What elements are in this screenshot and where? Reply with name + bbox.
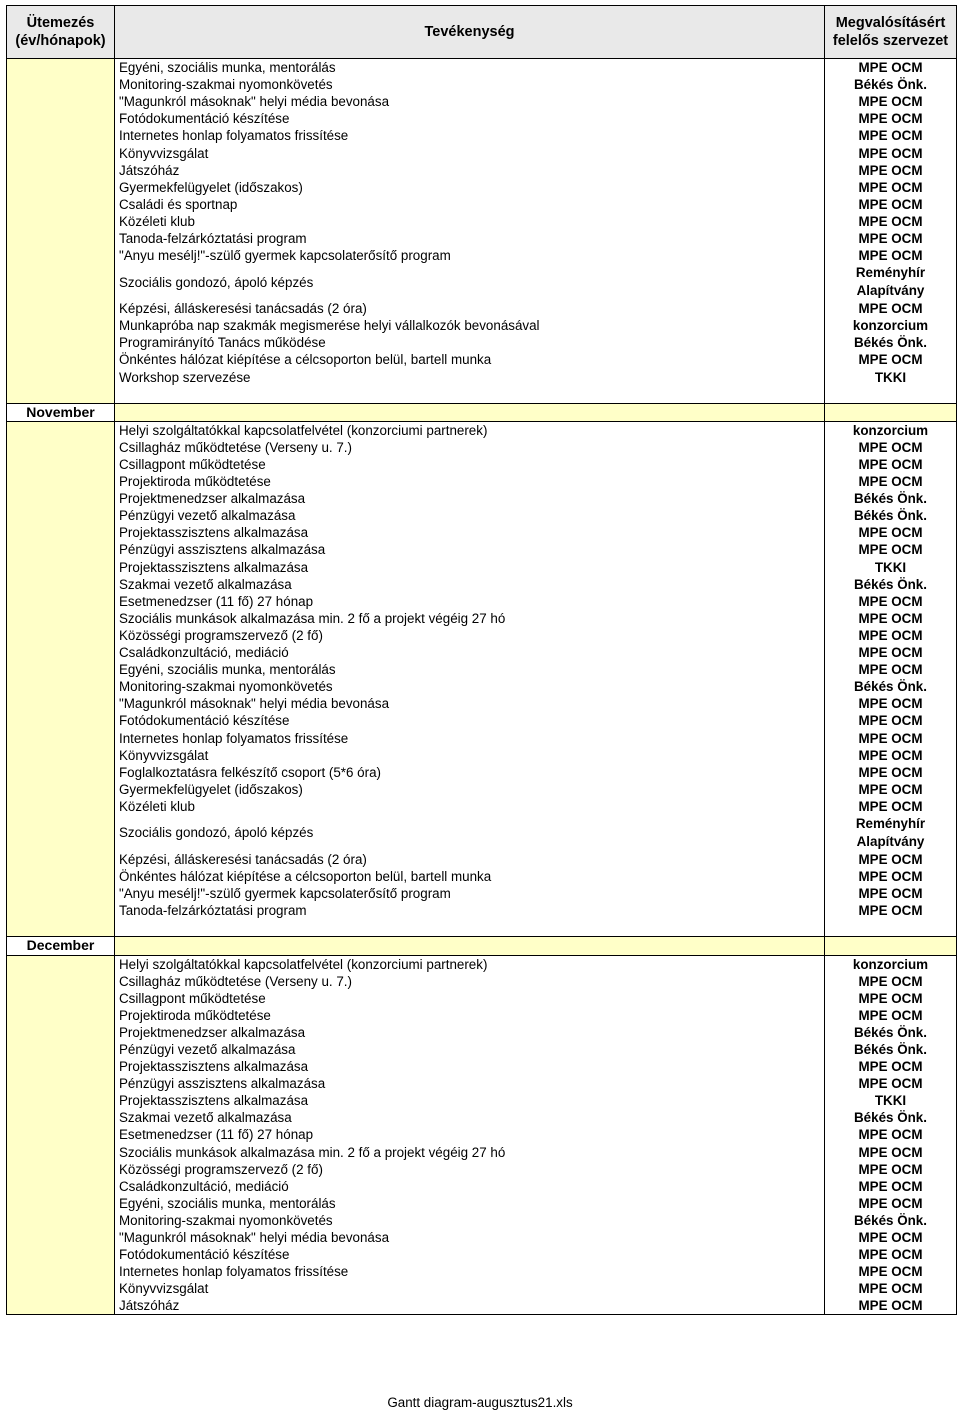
period-cell (7, 729, 115, 746)
period-cell (7, 1246, 115, 1263)
activity-row (7, 264, 957, 300)
activity-row (7, 93, 957, 110)
responsible-cell: MPE OCM (825, 213, 957, 230)
activity-row (7, 1263, 957, 1280)
header-activity: Tevékenység (115, 6, 825, 59)
period-cell (7, 781, 115, 798)
responsible-cell: TKKI (825, 1092, 957, 1109)
period-cell (7, 1195, 115, 1212)
responsible-cell: Békés Önk. (825, 1212, 957, 1229)
activity-cell: Munkapróba nap szakmák megismerése helyi vállalkozók bevonásával (115, 317, 825, 334)
activity-row (7, 815, 957, 851)
responsible-cell: MPE OCM (825, 524, 957, 541)
period-cell (7, 1075, 115, 1092)
activity-row (7, 300, 957, 317)
responsible-cell: MPE OCM (825, 990, 957, 1007)
period-cell (7, 576, 115, 593)
activity-cell: Szakmai vezető alkalmazása (115, 576, 825, 593)
activity-cell: Projektmenedzser alkalmazása (115, 1024, 825, 1041)
activity-row (7, 1297, 957, 1315)
activity-cell: "Anyu mesélj!"-szülő gyermek kapcsolaterősítő program (115, 247, 825, 264)
period-cell (7, 973, 115, 990)
activity-cell: Szakmai vezető alkalmazása (115, 1109, 825, 1126)
period-cell (7, 473, 115, 490)
responsible-cell: MPE OCM (825, 1263, 957, 1280)
period-cell (7, 1263, 115, 1280)
activity-cell: Gyermekfelügyelet (időszakos) (115, 781, 825, 798)
schedule-rows (7, 59, 957, 1315)
activity-row (7, 490, 957, 507)
responsible-cell: MPE OCM (825, 162, 957, 179)
period-cell (7, 247, 115, 264)
activity-row (7, 196, 957, 213)
responsible-cell: MPE OCM (825, 93, 957, 110)
period-cell (7, 559, 115, 576)
period-cell (7, 76, 115, 93)
activity-row (7, 59, 957, 77)
responsible-cell: Reményhír Alapítvány (825, 264, 957, 300)
period-cell (7, 1178, 115, 1195)
activity-row (7, 1280, 957, 1297)
header-schedule: Ütemezés (év/hónapok) (7, 6, 115, 59)
activity-row (7, 593, 957, 610)
period-cell (7, 300, 115, 317)
period-cell (7, 1109, 115, 1126)
period-cell (7, 490, 115, 507)
period-cell (7, 439, 115, 456)
activity-row (7, 351, 957, 368)
activity-cell: Közéleti klub (115, 798, 825, 815)
activity-cell: Projektasszisztens alkalmazása (115, 524, 825, 541)
responsible-cell: MPE OCM (825, 1075, 957, 1092)
period-cell (7, 851, 115, 868)
activity-cell: Csillagház működtetése (Verseny u. 7.) (115, 439, 825, 456)
period-cell (7, 1041, 115, 1058)
activity-cell (115, 386, 825, 404)
activity-cell: Projektasszisztens alkalmazása (115, 1092, 825, 1109)
period-cell (7, 1297, 115, 1315)
responsible-cell: MPE OCM (825, 627, 957, 644)
activity-cell: Monitoring-szakmai nyomonkövetés (115, 76, 825, 93)
period-cell (7, 1144, 115, 1161)
period-cell (7, 421, 115, 439)
month-fill (115, 937, 825, 955)
activity-row (7, 144, 957, 161)
period-cell (7, 661, 115, 678)
activity-row (7, 868, 957, 885)
responsible-cell: MPE OCM (825, 747, 957, 764)
activity-row (7, 1109, 957, 1126)
activity-row (7, 729, 957, 746)
activity-cell: Monitoring-szakmai nyomonkövetés (115, 678, 825, 695)
period-cell (7, 868, 115, 885)
activity-row (7, 1212, 957, 1229)
period-cell (7, 162, 115, 179)
responsible-cell: Békés Önk. (825, 76, 957, 93)
activity-row (7, 610, 957, 627)
activity-cell: Pénzügyi asszisztens alkalmazása (115, 541, 825, 558)
period-cell (7, 902, 115, 919)
month-fill (825, 403, 957, 421)
activity-cell: Helyi szolgáltatókkal kapcsolatfelvétel (konzorciumi partnerek) (115, 421, 825, 439)
responsible-cell: MPE OCM (825, 196, 957, 213)
activity-row (7, 110, 957, 127)
responsible-cell: MPE OCM (825, 1280, 957, 1297)
activity-cell: Családi és sportnap (115, 196, 825, 213)
activity-cell: Képzési, álláskeresési tanácsadás (2 óra) (115, 851, 825, 868)
activity-cell: Esetmenedzser (11 fő) 27 hónap (115, 593, 825, 610)
activity-cell: Csillagpont működtetése (115, 990, 825, 1007)
responsible-cell: MPE OCM (825, 247, 957, 264)
period-cell (7, 541, 115, 558)
responsible-cell: MPE OCM (825, 1195, 957, 1212)
responsible-cell: MPE OCM (825, 764, 957, 781)
responsible-cell: TKKI (825, 369, 957, 386)
responsible-cell: MPE OCM (825, 661, 957, 678)
period-cell (7, 695, 115, 712)
responsible-cell: MPE OCM (825, 1178, 957, 1195)
activity-row (7, 851, 957, 868)
period-cell (7, 610, 115, 627)
activity-cell: Önkéntes hálózat kiépítése a célcsoporton belül, bartell munka (115, 868, 825, 885)
period-cell (7, 213, 115, 230)
activity-row (7, 661, 957, 678)
period-cell (7, 179, 115, 196)
activity-cell: Programirányító Tanács működése (115, 334, 825, 351)
period-cell (7, 144, 115, 161)
activity-row (7, 1195, 957, 1212)
responsible-cell: MPE OCM (825, 456, 957, 473)
responsible-cell: Békés Önk. (825, 678, 957, 695)
activity-cell (115, 919, 825, 937)
period-cell (7, 334, 115, 351)
responsible-cell: Békés Önk. (825, 1024, 957, 1041)
period-cell (7, 593, 115, 610)
activity-row (7, 213, 957, 230)
activity-row (7, 1126, 957, 1143)
period-cell (7, 1058, 115, 1075)
activity-cell: Esetmenedzser (11 fő) 27 hónap (115, 1126, 825, 1143)
activity-row (7, 386, 957, 404)
activity-cell: Egyéni, szociális munka, mentorálás (115, 59, 825, 77)
responsible-cell: MPE OCM (825, 541, 957, 558)
period-cell (7, 885, 115, 902)
month-fill (825, 937, 957, 955)
responsible-cell: MPE OCM (825, 144, 957, 161)
activity-cell: Önkéntes hálózat kiépítése a célcsoporton belül, bartell munka (115, 351, 825, 368)
activity-row (7, 456, 957, 473)
activity-cell: Projektasszisztens alkalmazása (115, 559, 825, 576)
activity-row (7, 678, 957, 695)
activity-row (7, 1161, 957, 1178)
activity-cell: Tanoda-felzárkóztatási program (115, 902, 825, 919)
period-cell (7, 456, 115, 473)
month-fill (115, 403, 825, 421)
responsible-cell: MPE OCM (825, 593, 957, 610)
activity-cell: Családkonzultáció, mediáció (115, 1178, 825, 1195)
activity-cell: Internetes honlap folyamatos frissítése (115, 1263, 825, 1280)
responsible-cell: MPE OCM (825, 59, 957, 77)
period-cell (7, 644, 115, 661)
activity-row (7, 559, 957, 576)
activity-cell: Fotódokumentáció készítése (115, 712, 825, 729)
responsible-cell: MPE OCM (825, 1007, 957, 1024)
activity-row (7, 439, 957, 456)
responsible-cell: MPE OCM (825, 781, 957, 798)
activity-row (7, 524, 957, 541)
activity-cell: Szociális munkások alkalmazása min. 2 fő a projekt végéig 27 hó (115, 1144, 825, 1161)
activity-cell: Tanoda-felzárkóztatási program (115, 230, 825, 247)
activity-row (7, 1144, 957, 1161)
responsible-cell: TKKI (825, 559, 957, 576)
activity-cell: Pénzügyi vezető alkalmazása (115, 1041, 825, 1058)
activity-cell: Egyéni, szociális munka, mentorálás (115, 661, 825, 678)
activity-row (7, 990, 957, 1007)
month-label: November (7, 403, 115, 421)
responsible-cell (825, 386, 957, 404)
activity-cell: Projektiroda működtetése (115, 1007, 825, 1024)
header-row (7, 6, 957, 59)
activity-cell: Internetes honlap folyamatos frissítése (115, 729, 825, 746)
activity-row (7, 1024, 957, 1041)
activity-row (7, 919, 957, 937)
activity-row (7, 1178, 957, 1195)
responsible-cell: Békés Önk. (825, 490, 957, 507)
period-cell (7, 59, 115, 77)
activity-cell: Gyermekfelügyelet (időszakos) (115, 179, 825, 196)
activity-cell: Szociális gondozó, ápoló képzés (115, 264, 825, 300)
activity-cell: Egyéni, szociális munka, mentorálás (115, 1195, 825, 1212)
period-cell (7, 230, 115, 247)
responsible-cell: MPE OCM (825, 439, 957, 456)
activity-cell: Projektasszisztens alkalmazása (115, 1058, 825, 1075)
activity-cell: Foglalkoztatásra felkészítő csoport (5*6 óra) (115, 764, 825, 781)
activity-row (7, 1007, 957, 1024)
period-cell (7, 127, 115, 144)
activity-row (7, 764, 957, 781)
activity-cell: Csillagház működtetése (Verseny u. 7.) (115, 973, 825, 990)
activity-row (7, 1041, 957, 1058)
responsible-cell: MPE OCM (825, 1246, 957, 1263)
period-cell (7, 317, 115, 334)
activity-row (7, 127, 957, 144)
activity-row (7, 334, 957, 351)
activity-row (7, 973, 957, 990)
responsible-cell: MPE OCM (825, 230, 957, 247)
activity-row (7, 179, 957, 196)
period-cell (7, 815, 115, 851)
activity-cell: Játszóház (115, 1297, 825, 1315)
activity-row (7, 644, 957, 661)
responsible-cell: MPE OCM (825, 1144, 957, 1161)
activity-cell: Családkonzultáció, mediáció (115, 644, 825, 661)
period-cell (7, 798, 115, 815)
period-cell (7, 627, 115, 644)
activity-row (7, 712, 957, 729)
activity-cell: Helyi szolgáltatókkal kapcsolatfelvétel (konzorciumi partnerek) (115, 955, 825, 973)
schedule-table (6, 5, 957, 1315)
activity-row (7, 162, 957, 179)
responsible-cell: MPE OCM (825, 1058, 957, 1075)
responsible-cell: MPE OCM (825, 712, 957, 729)
activity-row (7, 369, 957, 386)
responsible-cell: Békés Önk. (825, 1041, 957, 1058)
period-cell (7, 524, 115, 541)
activity-cell: Könyvvizsgálat (115, 1280, 825, 1297)
activity-cell: Szociális gondozó, ápoló képzés (115, 815, 825, 851)
activity-row (7, 885, 957, 902)
period-cell (7, 712, 115, 729)
period-cell (7, 1126, 115, 1143)
period-cell (7, 1229, 115, 1246)
responsible-cell: Békés Önk. (825, 507, 957, 524)
activity-row (7, 317, 957, 334)
activity-row (7, 76, 957, 93)
activity-cell: "Magunkról másoknak" helyi média bevonása (115, 93, 825, 110)
responsible-cell: MPE OCM (825, 351, 957, 368)
period-cell (7, 678, 115, 695)
responsible-cell: MPE OCM (825, 973, 957, 990)
period-cell (7, 386, 115, 404)
period-cell (7, 1007, 115, 1024)
responsible-cell: Reményhír Alapítvány (825, 815, 957, 851)
month-row (7, 403, 957, 421)
responsible-cell: MPE OCM (825, 798, 957, 815)
activity-row (7, 1075, 957, 1092)
activity-row (7, 473, 957, 490)
activity-cell: Fotódokumentáció készítése (115, 110, 825, 127)
activity-cell: Képzési, álláskeresési tanácsadás (2 óra) (115, 300, 825, 317)
activity-row (7, 627, 957, 644)
responsible-cell: Békés Önk. (825, 576, 957, 593)
activity-cell: "Magunkról másoknak" helyi média bevonása (115, 1229, 825, 1246)
activity-row (7, 902, 957, 919)
responsible-cell: MPE OCM (825, 1126, 957, 1143)
activity-cell: Játszóház (115, 162, 825, 179)
activity-row (7, 1229, 957, 1246)
responsible-cell: MPE OCM (825, 729, 957, 746)
activity-row (7, 695, 957, 712)
period-cell (7, 955, 115, 973)
period-cell (7, 747, 115, 764)
activity-cell: Könyvvizsgálat (115, 144, 825, 161)
responsible-cell (825, 919, 957, 937)
responsible-cell: MPE OCM (825, 473, 957, 490)
responsible-cell: MPE OCM (825, 644, 957, 661)
responsible-cell: konzorcium (825, 317, 957, 334)
period-cell (7, 507, 115, 524)
schedule-sheet (6, 5, 956, 1315)
activity-row (7, 1092, 957, 1109)
responsible-cell: Békés Önk. (825, 334, 957, 351)
period-cell (7, 1024, 115, 1041)
activity-cell: Projektiroda működtetése (115, 473, 825, 490)
period-cell (7, 264, 115, 300)
responsible-cell: MPE OCM (825, 885, 957, 902)
month-label: December (7, 937, 115, 955)
activity-cell: Fotódokumentáció készítése (115, 1246, 825, 1263)
period-cell (7, 1161, 115, 1178)
period-cell (7, 919, 115, 937)
file-name-footer: Gantt diagram-augusztus21.xls (387, 1395, 573, 1410)
activity-row (7, 541, 957, 558)
activity-row (7, 247, 957, 264)
responsible-cell: MPE OCM (825, 179, 957, 196)
responsible-cell: MPE OCM (825, 610, 957, 627)
period-cell (7, 369, 115, 386)
activity-cell: Workshop szervezése (115, 369, 825, 386)
period-cell (7, 1092, 115, 1109)
responsible-cell: MPE OCM (825, 695, 957, 712)
activity-row (7, 230, 957, 247)
activity-cell: Szociális munkások alkalmazása min. 2 fő a projekt végéig 27 hó (115, 610, 825, 627)
responsible-cell: MPE OCM (825, 300, 957, 317)
activity-row (7, 798, 957, 815)
activity-cell: Közösségi programszervező (2 fő) (115, 627, 825, 644)
activity-row (7, 781, 957, 798)
activity-row (7, 576, 957, 593)
responsible-cell: konzorcium (825, 955, 957, 973)
activity-cell: Pénzügyi asszisztens alkalmazása (115, 1075, 825, 1092)
activity-row (7, 1246, 957, 1263)
responsible-cell: MPE OCM (825, 1297, 957, 1315)
activity-row (7, 955, 957, 973)
activity-row (7, 747, 957, 764)
activity-cell: Pénzügyi vezető alkalmazása (115, 507, 825, 524)
activity-row (7, 507, 957, 524)
activity-cell: "Anyu mesélj!"-szülő gyermek kapcsolaterősítő program (115, 885, 825, 902)
period-cell (7, 110, 115, 127)
period-cell (7, 351, 115, 368)
period-cell (7, 196, 115, 213)
activity-cell: Közösségi programszervező (2 fő) (115, 1161, 825, 1178)
responsible-cell: konzorcium (825, 421, 957, 439)
responsible-cell: MPE OCM (825, 127, 957, 144)
activity-cell: Internetes honlap folyamatos frissítése (115, 127, 825, 144)
period-cell (7, 93, 115, 110)
period-cell (7, 764, 115, 781)
period-cell (7, 1280, 115, 1297)
period-cell (7, 990, 115, 1007)
responsible-cell: MPE OCM (825, 110, 957, 127)
activity-cell: Könyvvizsgálat (115, 747, 825, 764)
activity-row (7, 421, 957, 439)
period-cell (7, 1212, 115, 1229)
responsible-cell: MPE OCM (825, 851, 957, 868)
activity-cell: Csillagpont működtetése (115, 456, 825, 473)
responsible-cell: Békés Önk. (825, 1109, 957, 1126)
responsible-cell: MPE OCM (825, 868, 957, 885)
activity-cell: Monitoring-szakmai nyomonkövetés (115, 1212, 825, 1229)
responsible-cell: MPE OCM (825, 902, 957, 919)
activity-cell: "Magunkról másoknak" helyi média bevonása (115, 695, 825, 712)
activity-cell: Projektmenedzser alkalmazása (115, 490, 825, 507)
month-row (7, 937, 957, 955)
activity-row (7, 1058, 957, 1075)
responsible-cell: MPE OCM (825, 1161, 957, 1178)
responsible-cell: MPE OCM (825, 1229, 957, 1246)
activity-cell: Közéleti klub (115, 213, 825, 230)
header-responsible: Megvalósításért felelős szervezet (825, 6, 957, 59)
